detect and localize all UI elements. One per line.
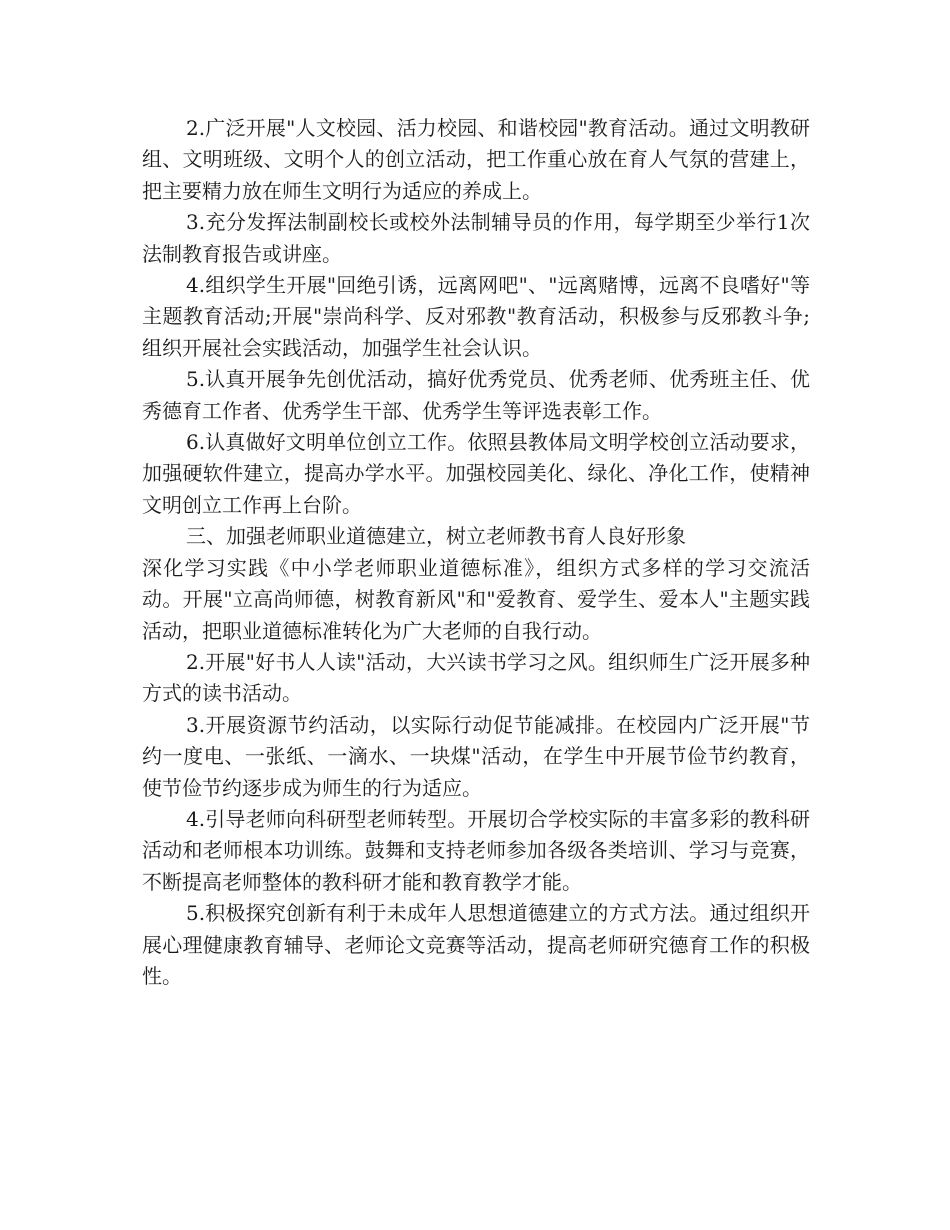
section-heading-3-teacher-ethics: 三、加强老师职业道德建立，树立老师教书育人良好形象 xyxy=(186,524,686,549)
paragraph-item-2-reading: 2.开展"好书人人读"活动，大兴读书学习之风。组织师生广泛开展多种方式的读书活动。 xyxy=(142,649,810,706)
paragraph-item-4-theme-education: 4.组织学生开展"回绝引诱，远离网吧"、"远离赌博，远离不良嗜好"等主题教育活动;开展"崇尚科学、反对邪教"教育活动，积极参与反邪教斗争;组织开展社会实践活动，加强学生社会认识。 xyxy=(142,273,810,360)
paragraph-item-5-moral-methods: 5.积极探究创新有利于未成年人思想道德建立的方式方法。通过组织开展心理健康教育辅导、老师论文竞赛等活动，提高老师研究德育工作的积极性。 xyxy=(142,901,810,988)
paragraph-item-4-research-teachers: 4.引导老师向科研型老师转型。开展切合学校实际的丰富多彩的教科研活动和老师根本功训练。鼓舞和支持老师参加各级各类培训、学习与竞赛，不断提高老师整体的教科研才能和教育教学才能。 xyxy=(142,806,810,894)
paragraph-item-5-awards: 5.认真开展争先创优活动，搞好优秀党员、优秀老师、优秀班主任、优秀德育工作者、优秀学生干部、优秀学生等评选表彰工作。 xyxy=(142,367,810,423)
paragraph-item-2-humanistic-campus: 2.广泛开展"人文校园、活力校园、和谐校园"教育活动。通过文明教研组、文明班级、文明个人的创立活动，把工作重心放在育人气氛的营建上，把主要精力放在师生文明行为适应的养成上。 xyxy=(142,116,810,203)
paragraph-item-3-legal-education: 3.充分发挥法制副校长或校外法制辅导员的作用，每学期至少举行1次法制教育报告或讲座。 xyxy=(142,210,810,266)
document-body xyxy=(142,113,810,992)
paragraph-item-3-resource-saving: 3.开展资源节约活动，以实际行动促节能减排。在校园内广泛开展"节约一度电、一张纸、一滴水、一块煤"活动，在学生中开展节俭节约教育，使节俭节约逐步成为师生的行为适应。 xyxy=(142,712,810,800)
paragraph-ethics-standard-study: 深化学习实践《中小学老师职业道德标准》，组织方式多样的学习交流活动。开展"立高尚师德，树教育新风"和"爱教育、爱学生、爱本人"主题实践活动，把职业道德标准转化为广大老师的自我行动。 xyxy=(142,555,810,643)
paragraph-item-6-civilized-unit: 6.认真做好文明单位创立工作。依照县教体局文明学校创立活动要求，加强硬软件建立，提高办学水平。加强校园美化、绿化、净化工作，使精神文明创立工作再上台阶。 xyxy=(142,430,810,517)
